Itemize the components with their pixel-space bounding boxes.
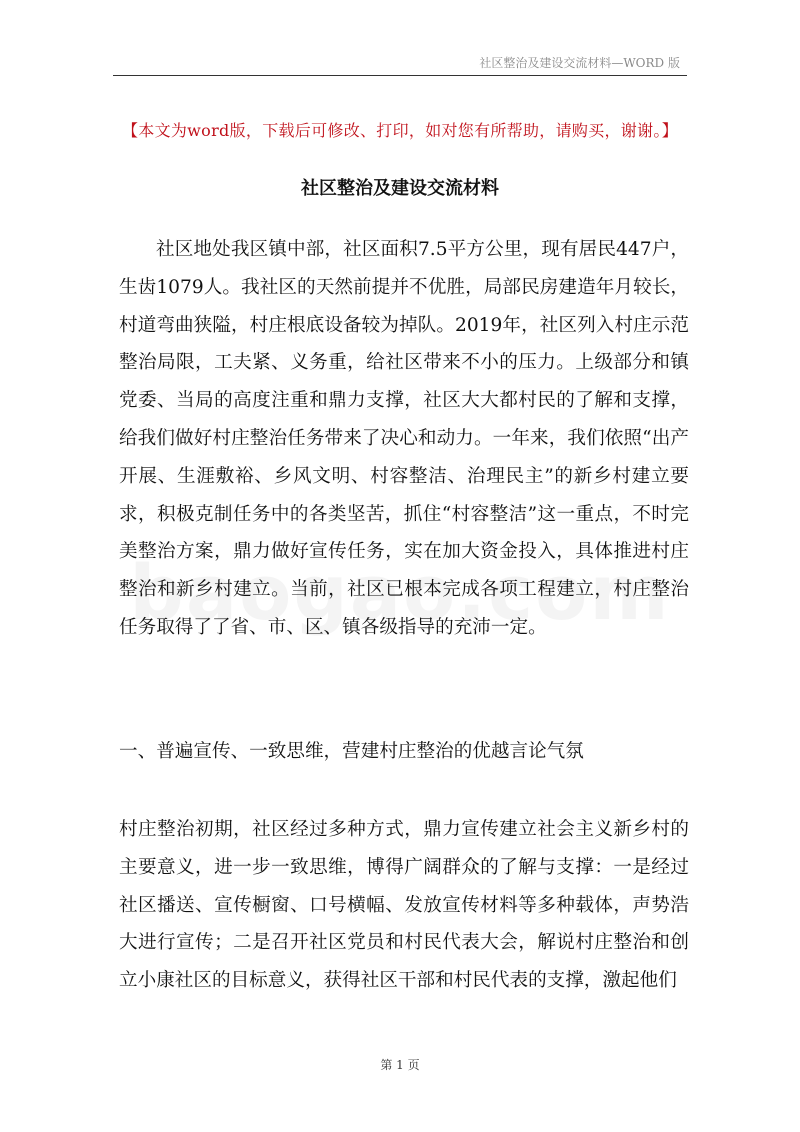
document-title: 社区整治及建设交流材料 xyxy=(301,178,499,199)
page-number: 第 1 页 xyxy=(380,1058,420,1072)
header-rule xyxy=(113,75,687,76)
body-paragraph-2: 村庄整治初期，社区经过多种方式，鼎力宣传建立社会主义新乡村的主要意义，进一步一致思维，博得广阔群众的了解与支撑：一是经过社区播送、宣传橱窗、口号横幅、发放宣传材料等多种载体，声势浩大进行宣传；二是召开社区党员和村民代表大会，解说村庄整治和创立小康社区的目标意义，获得社区干部和村民代表的支撑，激起他们 xyxy=(119,819,689,992)
header-text: 社区整治及建设交流材料—WORD 版 xyxy=(479,56,680,70)
download-notice: 【本文为word版，下载后可修改、打印，如对您有所帮助，请购买，谢谢。】 xyxy=(121,121,679,140)
section-heading-1: 一、普遍宣传、一致思维，营建村庄整治的优越言论气氛 xyxy=(119,741,584,762)
body-paragraph-1: 社区地处我区镇中部，社区面积7.5平方公里，现有居民447户，生齿1079人。我社区的天然前提并不优胜，局部民房建造年月较长，村道弯曲狭隘，村庄根底设备较为掉队。2019年，社区列入村庄示范整治局限，工夫紧、义务重，给社区带来不小的压力。上级部分和镇党委、当局的高度注重和鼎力支撑，社区大大都村民的了解和支撑，给我们做好村庄整治任务带来了决心和动力。一年来，我们依照“出产开展、生涯敷裕、乡风文明、村容整洁、治理民主”的新乡村建立要求，积极克制任务中的各类坚苦，抓住“村容整洁”这一重点，不时完美整治方案，鼎力做好宣传任务，实在加大资金投入，具体推进村庄整治和新乡村建立。当前，社区已根本完成各项工程建立，村庄整治任务取得了了省、市、区、镇各级指导的充沛一定。 xyxy=(119,239,689,638)
